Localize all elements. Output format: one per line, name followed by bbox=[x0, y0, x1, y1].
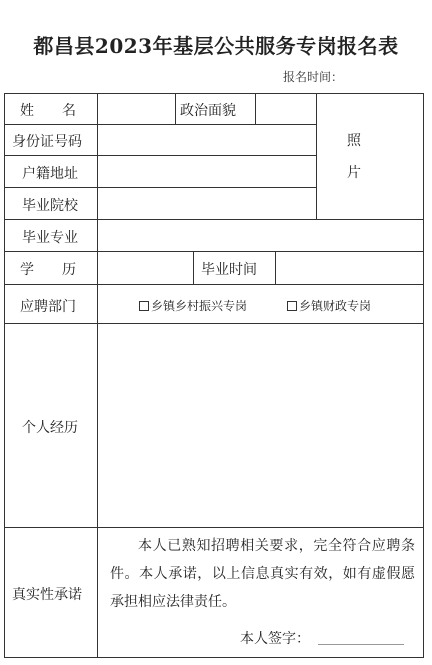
experience-field[interactable] bbox=[98, 324, 423, 527]
form-title: 都昌县2023年基层公共服务专岗报名表 bbox=[33, 34, 399, 58]
experience-label: 个人经历 bbox=[22, 420, 78, 436]
id-number-label: 身份证号码 bbox=[12, 134, 82, 150]
checkbox-icon[interactable] bbox=[287, 301, 297, 311]
education-label: 学 历 bbox=[20, 262, 76, 278]
id-number-field[interactable] bbox=[98, 125, 316, 155]
major-field[interactable] bbox=[98, 220, 423, 251]
photo-label-1: 照 bbox=[347, 133, 361, 149]
photo-label-2: 片 bbox=[347, 165, 361, 181]
department-option-finance[interactable] bbox=[287, 297, 371, 314]
photo-box[interactable] bbox=[317, 94, 423, 219]
graduation-time-label: 毕业时间 bbox=[201, 262, 257, 278]
name-label: 姓 名 bbox=[20, 103, 76, 119]
household-address-label: 户籍地址 bbox=[22, 166, 78, 182]
school-field[interactable] bbox=[98, 188, 316, 219]
signature-line[interactable] bbox=[318, 644, 404, 645]
commitment-text: 本人已熟知招聘相关要求，完全符合应聘条件。本人承诺，以上信息真实有效，如有虚假愿承担相应法律责任。 bbox=[110, 538, 415, 610]
signature-label: 本人签字： bbox=[240, 631, 310, 647]
column-divider bbox=[193, 251, 194, 284]
political-status-field[interactable] bbox=[256, 94, 316, 124]
registration-date-label: 报名时间： bbox=[283, 70, 344, 84]
major-label: 毕业专业 bbox=[22, 230, 78, 246]
graduation-time-field[interactable] bbox=[276, 252, 423, 284]
row-divider bbox=[4, 527, 424, 528]
column-divider bbox=[175, 93, 176, 124]
department-option-label: 乡镇财政专岗 bbox=[299, 299, 372, 313]
checkbox-icon[interactable] bbox=[139, 301, 149, 311]
political-status-label: 政治面貌 bbox=[180, 103, 236, 119]
name-field[interactable] bbox=[98, 94, 175, 124]
department-option-label: 乡镇乡村振兴专岗 bbox=[151, 299, 248, 313]
education-field[interactable] bbox=[98, 252, 193, 284]
household-address-field[interactable] bbox=[98, 156, 316, 187]
department-option-rural[interactable] bbox=[139, 297, 247, 314]
row-divider bbox=[4, 284, 424, 285]
school-label: 毕业院校 bbox=[22, 198, 78, 214]
truth-commitment-label: 真实性承诺 bbox=[12, 587, 82, 603]
department-label: 应聘部门 bbox=[20, 299, 76, 315]
